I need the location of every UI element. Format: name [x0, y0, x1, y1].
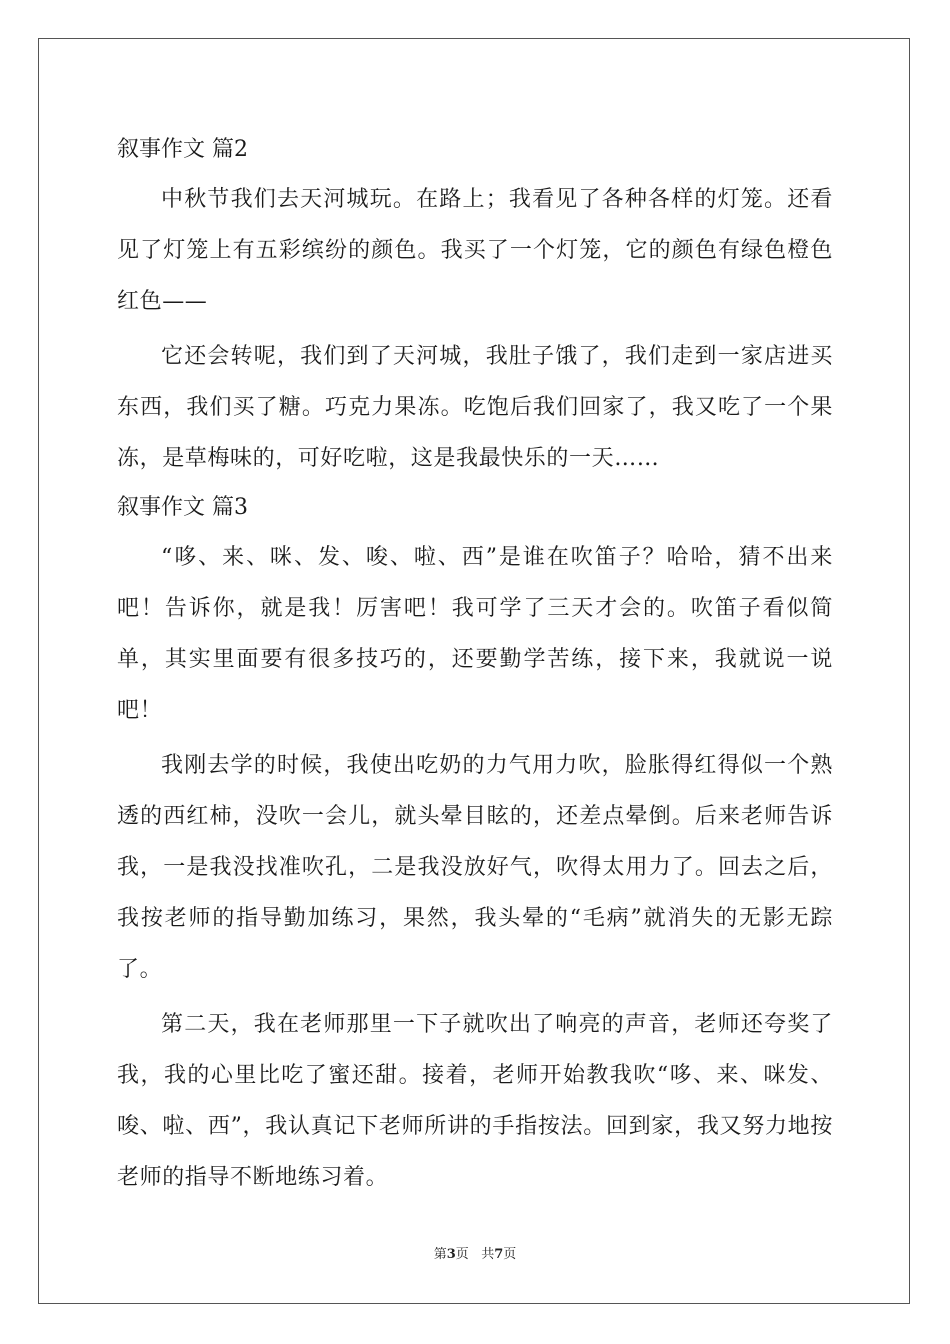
footer-prefix: 第 [433, 1247, 447, 1262]
section-title: 叙事作文 篇3 [117, 495, 248, 520]
footer-total-prefix: 共 [481, 1247, 495, 1262]
document-body [117, 126, 833, 1203]
paragraph: 第二天，我在老师那里一下子就吹出了响亮的声音，老师还夸奖了我，我的心里比吃了蜜还甜。接着，老师开始教我吹“哆、来、咪发、唆、啦、西”，我认真记下老师所讲的手指按法。回到家，我又努力地按老师的指导不断地练习着。 [117, 1012, 833, 1190]
footer-total-pages: 7 [494, 1247, 504, 1262]
paragraph: 我刚去学的时候，我使出吃奶的力气用力吹，脸胀得红得似一个熟透的西红柿，没吹一会儿，就头晕目眩的，还差点晕倒。后来老师告诉我，一是我没找准吹孔，二是我没放好气，吹得太用力了。回去之后，我按老师的指导勤加练习，果然，我头晕的“毛病”就消失的无影无踪了。 [117, 753, 833, 982]
paragraph: 它还会转呢，我们到了天河城，我肚子饿了，我们走到一家店进买东西，我们买了糖。巧克力果冻。吃饱后我们回家了，我又吃了一个果冻，是草梅味的，可好吃啦，这是我最快乐的一天…… [117, 344, 833, 471]
paragraph: 中秋节我们去天河城玩。在路上；我看见了各种各样的灯笼。还看见了灯笼上有五彩缤纷的颜色。我买了一个灯笼，它的颜色有绿色橙色红色—— [117, 187, 833, 314]
footer-total-suffix: 页 [503, 1247, 517, 1262]
section-title: 叙事作文 篇2 [117, 137, 248, 162]
footer-page-suffix: 页 [455, 1247, 469, 1262]
page-footer [0, 1247, 950, 1263]
paragraph: “哆、来、咪、发、唆、啦、西”是谁在吹笛子？哈哈，猜不出来吧！告诉你，就是我！厉害吧！我可学了三天才会的。吹笛子看似简单，其实里面要有很多技巧的，还要勤学苦练，接下来，我就说一说吧！ [117, 545, 833, 723]
footer-page-number: 3 [446, 1247, 456, 1262]
